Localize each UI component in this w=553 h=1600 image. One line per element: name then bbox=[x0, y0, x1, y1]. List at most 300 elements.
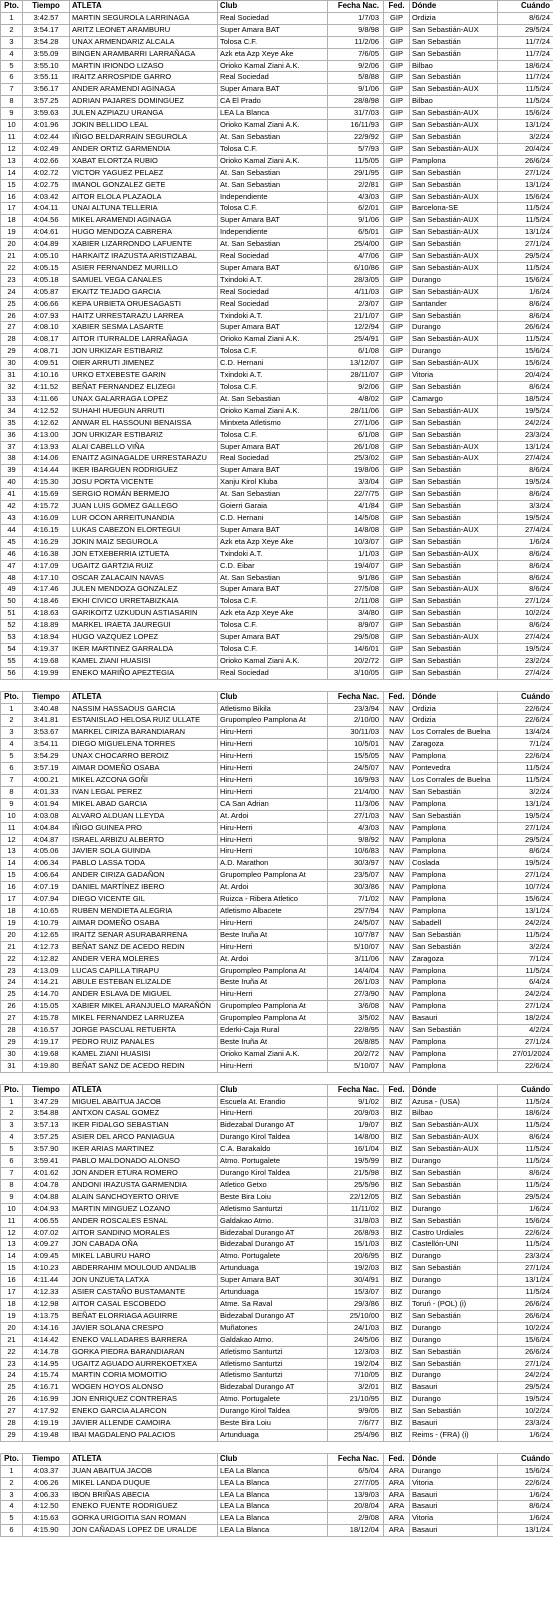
venue-cell: Pamplona bbox=[410, 905, 498, 917]
venue-cell: San Sebastián bbox=[410, 620, 498, 632]
birth-date-cell: 24/5/06 bbox=[328, 1334, 384, 1346]
table-row bbox=[1, 775, 553, 787]
club-cell: Hiru-Herri bbox=[218, 763, 328, 775]
table-row bbox=[1, 536, 553, 548]
time-cell: 4:07.93 bbox=[23, 310, 70, 322]
section-gap bbox=[0, 1073, 553, 1084]
date-cell: 10/7/24 bbox=[498, 882, 553, 894]
birth-date-cell: 20/8/04 bbox=[328, 1501, 384, 1513]
club-cell: Ruizca - Ribera Atletico bbox=[218, 894, 328, 906]
date-cell: 27/4/24 bbox=[498, 453, 553, 465]
position-cell: 36 bbox=[1, 429, 23, 441]
birth-date-cell: 11/5/05 bbox=[328, 155, 384, 167]
venue-cell: San Sebastián bbox=[410, 465, 498, 477]
venue-cell: Pamplona bbox=[410, 846, 498, 858]
time-cell: 4:07.19 bbox=[23, 882, 70, 894]
position-cell: 20 bbox=[1, 239, 23, 251]
time-cell: 3:42.57 bbox=[23, 12, 70, 24]
birth-date-cell: 29/1/95 bbox=[328, 167, 384, 179]
header-time: Tiempo bbox=[23, 1453, 70, 1465]
time-cell: 4:14.21 bbox=[23, 977, 70, 989]
club-cell: At. Ardoi bbox=[218, 953, 328, 965]
birth-date-cell: 4/3/03 bbox=[328, 822, 384, 834]
athlete-name-cell: JULEN AZPIAZU URANGA bbox=[70, 108, 218, 120]
table-row bbox=[1, 179, 553, 191]
athlete-name-cell: UGAITZ AGUADO AURREKOETXEA bbox=[70, 1358, 218, 1370]
club-cell: Real Sociedad bbox=[218, 298, 328, 310]
table-row bbox=[1, 382, 553, 394]
federation-cell: GIP bbox=[384, 179, 410, 191]
birth-date-cell: 22/7/75 bbox=[328, 489, 384, 501]
federation-cell: BIZ bbox=[384, 1168, 410, 1180]
table-row bbox=[1, 1215, 553, 1227]
date-cell: 22/6/24 bbox=[498, 751, 553, 763]
position-cell: 33 bbox=[1, 393, 23, 405]
federation-cell: GIP bbox=[384, 286, 410, 298]
venue-cell: Los Corrales de Buelna bbox=[410, 775, 498, 787]
federation-cell: NAV bbox=[384, 1001, 410, 1013]
date-cell: 11/5/24 bbox=[498, 262, 553, 274]
table-row bbox=[1, 727, 553, 739]
date-cell: 19/5/24 bbox=[498, 477, 553, 489]
position-cell: 9 bbox=[1, 798, 23, 810]
birth-date-cell: 9/8/98 bbox=[328, 24, 384, 36]
date-cell: 11/5/24 bbox=[498, 1239, 553, 1251]
club-cell: Super Amara BAT bbox=[218, 24, 328, 36]
table-row bbox=[1, 477, 553, 489]
position-cell: 7 bbox=[1, 775, 23, 787]
federation-cell: NAV bbox=[384, 953, 410, 965]
venue-cell: San Sebastián bbox=[410, 1346, 498, 1358]
club-cell: At. San Sebastian bbox=[218, 131, 328, 143]
position-cell: 11 bbox=[1, 131, 23, 143]
athlete-name-cell: AITOR ITURRALDE LARRAÑAGA bbox=[70, 334, 218, 346]
venue-cell: San Sebastián-AUX bbox=[410, 286, 498, 298]
federation-cell: GIP bbox=[384, 548, 410, 560]
date-cell: 19/5/24 bbox=[498, 1394, 553, 1406]
table-row bbox=[1, 1525, 553, 1537]
table-row bbox=[1, 608, 553, 620]
position-cell: 11 bbox=[1, 822, 23, 834]
venue-cell: San Sebastián-AUX bbox=[410, 405, 498, 417]
time-cell: 3:54.29 bbox=[23, 751, 70, 763]
federation-cell: BIZ bbox=[384, 1418, 410, 1430]
venue-cell: San Sebastián bbox=[410, 608, 498, 620]
position-cell: 30 bbox=[1, 1048, 23, 1060]
time-cell: 3:59.41 bbox=[23, 1156, 70, 1168]
venue-cell: San Sebastián-AUX bbox=[410, 108, 498, 120]
athlete-name-cell: ENEKO MARIÑO APEZTEGIA bbox=[70, 667, 218, 679]
venue-cell: Barcelona-SE bbox=[410, 203, 498, 215]
birth-date-cell: 11/3/06 bbox=[328, 798, 384, 810]
federation-cell: GIP bbox=[384, 417, 410, 429]
venue-cell: San Sebastián bbox=[410, 131, 498, 143]
time-cell: 3:59.63 bbox=[23, 108, 70, 120]
position-cell: 24 bbox=[1, 286, 23, 298]
athlete-name-cell: MIKEL LABURU HARO bbox=[70, 1251, 218, 1263]
birth-date-cell: 2/11/08 bbox=[328, 596, 384, 608]
federation-cell: GIP bbox=[384, 632, 410, 644]
table-row bbox=[1, 1036, 553, 1048]
position-cell: 28 bbox=[1, 1418, 23, 1430]
federation-cell: GIP bbox=[384, 667, 410, 679]
venue-cell: Basauri bbox=[410, 1418, 498, 1430]
club-cell: LEA La Blanca bbox=[218, 1489, 328, 1501]
date-cell: 8/6/24 bbox=[498, 382, 553, 394]
venue-cell: Bilbao bbox=[410, 1108, 498, 1120]
table-row bbox=[1, 929, 553, 941]
federation-cell: BIZ bbox=[384, 1251, 410, 1263]
birth-date-cell: 4/7/06 bbox=[328, 251, 384, 263]
athlete-name-cell: JON URKIZAR ESTIBARIZ bbox=[70, 346, 218, 358]
federation-cell: GIP bbox=[384, 251, 410, 263]
club-cell: Tolosa C.F. bbox=[218, 620, 328, 632]
table-row bbox=[1, 798, 553, 810]
time-cell: 4:15.30 bbox=[23, 477, 70, 489]
venue-cell: Basauri bbox=[410, 1013, 498, 1025]
date-cell: 26/6/24 bbox=[498, 322, 553, 334]
date-cell: 13/1/24 bbox=[498, 441, 553, 453]
time-cell: 4:04.11 bbox=[23, 203, 70, 215]
club-cell: Xanju Kirol Kluba bbox=[218, 477, 328, 489]
birth-date-cell: 13/9/03 bbox=[328, 1489, 384, 1501]
table-row bbox=[1, 632, 553, 644]
venue-cell: Ordizia bbox=[410, 12, 498, 24]
birth-date-cell: 24/5/07 bbox=[328, 763, 384, 775]
table-row bbox=[1, 1418, 553, 1430]
date-cell: 15/6/24 bbox=[498, 1465, 553, 1477]
table-row bbox=[1, 1513, 553, 1525]
position-cell: 2 bbox=[1, 24, 23, 36]
position-cell: 18 bbox=[1, 1298, 23, 1310]
birth-date-cell: 26/8/85 bbox=[328, 1036, 384, 1048]
athlete-name-cell: HAITZ URRESTARAZU LARREA bbox=[70, 310, 218, 322]
date-cell: 27/4/24 bbox=[498, 667, 553, 679]
club-cell: Orioko Kamal Ziani A.K. bbox=[218, 155, 328, 167]
birth-date-cell: 25/5/96 bbox=[328, 1179, 384, 1191]
date-cell: 26/6/24 bbox=[498, 1298, 553, 1310]
table-row bbox=[1, 203, 553, 215]
header-fed: Fed. bbox=[384, 691, 410, 703]
athlete-name-cell: MIGUEL ABAITUA JACOB bbox=[70, 1096, 218, 1108]
club-cell: Tolosa C.F. bbox=[218, 203, 328, 215]
federation-cell: NAV bbox=[384, 763, 410, 775]
athlete-name-cell: KAMEL ZIANI HUASISI bbox=[70, 655, 218, 667]
time-cell: 4:14.95 bbox=[23, 1358, 70, 1370]
birth-date-cell: 20/9/03 bbox=[328, 1108, 384, 1120]
federation-cell: NAV bbox=[384, 858, 410, 870]
athlete-name-cell: BEÑAT SANZ DE ACEDO REDIN bbox=[70, 941, 218, 953]
position-cell: 15 bbox=[1, 1263, 23, 1275]
club-cell: C.D. Eibar bbox=[218, 560, 328, 572]
birth-date-cell: 18/12/04 bbox=[328, 1525, 384, 1537]
federation-cell: GIP bbox=[384, 465, 410, 477]
header-fed: Fed. bbox=[384, 1453, 410, 1465]
position-cell: 2 bbox=[1, 1108, 23, 1120]
venue-cell: Vitoria bbox=[410, 1477, 498, 1489]
athlete-name-cell: JOSU PORTA VICENTE bbox=[70, 477, 218, 489]
time-cell: 4:14.06 bbox=[23, 453, 70, 465]
position-cell: 11 bbox=[1, 1215, 23, 1227]
athlete-name-cell: JON CABADA OÑA bbox=[70, 1239, 218, 1251]
time-cell: 4:08.10 bbox=[23, 322, 70, 334]
federation-cell: BIZ bbox=[384, 1144, 410, 1156]
table-row bbox=[1, 1346, 553, 1358]
venue-cell: San Sebastián bbox=[410, 382, 498, 394]
table-row bbox=[1, 1156, 553, 1168]
athlete-name-cell: IKER IBARGUEN RODRIGUEZ bbox=[70, 465, 218, 477]
table-header-row bbox=[1, 1, 553, 13]
time-cell: 4:02.66 bbox=[23, 155, 70, 167]
table-row bbox=[1, 786, 553, 798]
table-row bbox=[1, 465, 553, 477]
birth-date-cell: 4/1/84 bbox=[328, 501, 384, 513]
federation-cell: NAV bbox=[384, 1060, 410, 1072]
venue-cell: Pamplona bbox=[410, 155, 498, 167]
date-cell: 27/4/24 bbox=[498, 632, 553, 644]
birth-date-cell: 10/3/07 bbox=[328, 536, 384, 548]
athlete-name-cell: ANDER ESLAVA DE MIGUEL bbox=[70, 989, 218, 1001]
athlete-name-cell: PABLO LASSA TODA bbox=[70, 858, 218, 870]
birth-date-cell: 3/5/02 bbox=[328, 1013, 384, 1025]
date-cell: 27/1/24 bbox=[498, 239, 553, 251]
birth-date-cell: 19/4/07 bbox=[328, 560, 384, 572]
athlete-name-cell: AIMAR DOMEÑO OSABA bbox=[70, 763, 218, 775]
club-cell: Azk eta Azp Xeye Ake bbox=[218, 48, 328, 60]
federation-cell: GIP bbox=[384, 524, 410, 536]
venue-cell: Pamplona bbox=[410, 977, 498, 989]
date-cell: 26/6/24 bbox=[498, 1346, 553, 1358]
date-cell: 11/5/24 bbox=[498, 1156, 553, 1168]
federation-cell: NAV bbox=[384, 1025, 410, 1037]
date-cell: 11/5/24 bbox=[498, 215, 553, 227]
athlete-name-cell: OSCAR ZALACAIN NAVAS bbox=[70, 572, 218, 584]
date-cell: 18/6/24 bbox=[498, 60, 553, 72]
time-cell: 4:14.70 bbox=[23, 989, 70, 1001]
club-cell: At. Ardoi bbox=[218, 810, 328, 822]
header-athlete: ATLETA bbox=[70, 1453, 218, 1465]
table-row bbox=[1, 393, 553, 405]
header-where: Dónde bbox=[410, 1453, 498, 1465]
club-cell: Hiru-Herri bbox=[218, 1108, 328, 1120]
federation-cell: NAV bbox=[384, 905, 410, 917]
table-row bbox=[1, 512, 553, 524]
position-cell: 21 bbox=[1, 941, 23, 953]
time-cell: 4:05.18 bbox=[23, 274, 70, 286]
athlete-name-cell: JULEN MENDOZA GONZALEZ bbox=[70, 584, 218, 596]
federation-cell: GIP bbox=[384, 536, 410, 548]
table-row bbox=[1, 322, 553, 334]
position-cell: 31 bbox=[1, 370, 23, 382]
athlete-name-cell: AITOR ELOLA PLAZAOLA bbox=[70, 191, 218, 203]
birth-date-cell: 23/5/07 bbox=[328, 870, 384, 882]
venue-cell: Durango bbox=[410, 1251, 498, 1263]
federation-cell: GIP bbox=[384, 120, 410, 132]
time-cell: 3:55.10 bbox=[23, 60, 70, 72]
position-cell: 23 bbox=[1, 1358, 23, 1370]
club-cell: Orioko Kamal Ziani A.K. bbox=[218, 60, 328, 72]
federation-cell: NAV bbox=[384, 703, 410, 715]
table-row bbox=[1, 560, 553, 572]
date-cell: 19/5/24 bbox=[498, 643, 553, 655]
date-cell: 15/6/24 bbox=[498, 358, 553, 370]
position-cell: 35 bbox=[1, 417, 23, 429]
club-cell: Artunduaga bbox=[218, 1287, 328, 1299]
position-cell: 20 bbox=[1, 929, 23, 941]
position-cell: 38 bbox=[1, 453, 23, 465]
time-cell: 4:19.68 bbox=[23, 1048, 70, 1060]
club-cell: Super Amara BAT bbox=[218, 632, 328, 644]
position-cell: 14 bbox=[1, 858, 23, 870]
club-cell: Tolosa C.F. bbox=[218, 429, 328, 441]
federation-cell: BIZ bbox=[384, 1096, 410, 1108]
table-row bbox=[1, 274, 553, 286]
table-row bbox=[1, 286, 553, 298]
federation-cell: ARA bbox=[384, 1513, 410, 1525]
table-row bbox=[1, 120, 553, 132]
position-cell: 4 bbox=[1, 48, 23, 60]
athlete-name-cell: IKER FIDALGO SEBASTIAN bbox=[70, 1120, 218, 1132]
date-cell: 22/6/24 bbox=[498, 715, 553, 727]
birth-date-cell: 21/5/98 bbox=[328, 1168, 384, 1180]
venue-cell: Durango bbox=[410, 274, 498, 286]
club-cell: Durango Kirol Taldea bbox=[218, 1168, 328, 1180]
club-cell: Super Amara BAT bbox=[218, 262, 328, 274]
birth-date-cell: 19/2/04 bbox=[328, 1358, 384, 1370]
date-cell: 8/6/24 bbox=[498, 584, 553, 596]
date-cell: 13/1/24 bbox=[498, 1525, 553, 1537]
time-cell: 4:19.99 bbox=[23, 667, 70, 679]
federation-cell: GIP bbox=[384, 620, 410, 632]
club-cell: Super Amara BAT bbox=[218, 215, 328, 227]
position-cell: 23 bbox=[1, 274, 23, 286]
time-cell: 4:17.46 bbox=[23, 584, 70, 596]
date-cell: 8/6/24 bbox=[498, 1132, 553, 1144]
table-row bbox=[1, 917, 553, 929]
venue-cell: Zaragoza bbox=[410, 953, 498, 965]
venue-cell: San Sebastián bbox=[410, 1168, 498, 1180]
table-row bbox=[1, 1334, 553, 1346]
time-cell: 4:12.62 bbox=[23, 417, 70, 429]
date-cell: 13/1/24 bbox=[498, 798, 553, 810]
athlete-name-cell: MIKEL AZCONA GOÑI bbox=[70, 775, 218, 787]
club-cell: Tolosa C.F. bbox=[218, 596, 328, 608]
position-cell: 23 bbox=[1, 965, 23, 977]
athlete-name-cell: ALAI CABELLO VIÑA bbox=[70, 441, 218, 453]
venue-cell: San Sebastián-AUX bbox=[410, 143, 498, 155]
club-cell: LEA La Blanca bbox=[218, 1465, 328, 1477]
birth-date-cell: 20/6/95 bbox=[328, 1251, 384, 1263]
date-cell: 15/6/24 bbox=[498, 1215, 553, 1227]
club-cell: Beste Bira Loiu bbox=[218, 1191, 328, 1203]
federation-cell: GIP bbox=[384, 489, 410, 501]
date-cell: 10/2/24 bbox=[498, 1406, 553, 1418]
date-cell: 22/6/24 bbox=[498, 1060, 553, 1072]
birth-date-cell: 3/6/08 bbox=[328, 1001, 384, 1013]
birth-date-cell: 13/12/07 bbox=[328, 358, 384, 370]
position-cell: 1 bbox=[1, 1465, 23, 1477]
time-cell: 4:15.69 bbox=[23, 489, 70, 501]
venue-cell: Ordizia bbox=[410, 715, 498, 727]
position-cell: 29 bbox=[1, 1429, 23, 1441]
athlete-name-cell: JAVIER ALLENDE CAMOIRA bbox=[70, 1418, 218, 1430]
birth-date-cell: 22/9/92 bbox=[328, 131, 384, 143]
header-club: Club bbox=[218, 1, 328, 13]
venue-cell: Bilbao bbox=[410, 96, 498, 108]
venue-cell: Pamplona bbox=[410, 1001, 498, 1013]
athlete-name-cell: KAMEL ZIANI HUASISI bbox=[70, 1048, 218, 1060]
table-row bbox=[1, 1096, 553, 1108]
position-cell: 2 bbox=[1, 1477, 23, 1489]
time-cell: 4:06.55 bbox=[23, 1215, 70, 1227]
position-cell: 45 bbox=[1, 536, 23, 548]
club-cell: CA El Prado bbox=[218, 96, 328, 108]
federation-cell: NAV bbox=[384, 739, 410, 751]
venue-cell: San Sebastián-AUX bbox=[410, 215, 498, 227]
federation-cell: GIP bbox=[384, 512, 410, 524]
position-cell: 10 bbox=[1, 810, 23, 822]
table-row bbox=[1, 953, 553, 965]
birth-date-cell: 22/12/05 bbox=[328, 1191, 384, 1203]
table-row bbox=[1, 989, 553, 1001]
position-cell: 10 bbox=[1, 1203, 23, 1215]
header-time: Tiempo bbox=[23, 691, 70, 703]
table-row bbox=[1, 1239, 553, 1251]
position-cell: 22 bbox=[1, 262, 23, 274]
table-row bbox=[1, 108, 553, 120]
table-row bbox=[1, 167, 553, 179]
date-cell: 1/6/24 bbox=[498, 536, 553, 548]
birth-date-cell: 5/7/93 bbox=[328, 143, 384, 155]
time-cell: 4:02.75 bbox=[23, 179, 70, 191]
federation-cell: BIZ bbox=[384, 1310, 410, 1322]
club-cell: Beste Bira Loiu bbox=[218, 1418, 328, 1430]
time-cell: 4:19.68 bbox=[23, 655, 70, 667]
birth-date-cell: 31/7/03 bbox=[328, 108, 384, 120]
time-cell: 4:12.52 bbox=[23, 405, 70, 417]
time-cell: 4:04.84 bbox=[23, 822, 70, 834]
federation-cell: NAV bbox=[384, 727, 410, 739]
table-row bbox=[1, 155, 553, 167]
table-row bbox=[1, 1382, 553, 1394]
position-cell: 6 bbox=[1, 763, 23, 775]
date-cell: 29/5/24 bbox=[498, 1382, 553, 1394]
time-cell: 4:13.93 bbox=[23, 441, 70, 453]
position-cell: 8 bbox=[1, 1179, 23, 1191]
club-cell: Real Sociedad bbox=[218, 453, 328, 465]
birth-date-cell: 19/8/06 bbox=[328, 465, 384, 477]
time-cell: 4:17.92 bbox=[23, 1406, 70, 1418]
date-cell: 3/2/24 bbox=[498, 131, 553, 143]
date-cell: 22/6/24 bbox=[498, 1227, 553, 1239]
date-cell: 20/4/24 bbox=[498, 143, 553, 155]
date-cell: 10/2/24 bbox=[498, 1322, 553, 1334]
athlete-name-cell: UNAX CHOCARRO BEROIZ bbox=[70, 751, 218, 763]
venue-cell: San Sebastián bbox=[410, 477, 498, 489]
birth-date-cell: 2/2/81 bbox=[328, 179, 384, 191]
venue-cell: San Sebastián-AUX bbox=[410, 548, 498, 560]
time-cell: 4:11.52 bbox=[23, 382, 70, 394]
position-cell: 48 bbox=[1, 572, 23, 584]
venue-cell: San Sebastián-AUX bbox=[410, 334, 498, 346]
birth-date-cell: 4/11/03 bbox=[328, 286, 384, 298]
club-cell: Bidezabal Durango AT bbox=[218, 1382, 328, 1394]
birth-date-cell: 24/5/07 bbox=[328, 917, 384, 929]
birth-date-cell: 4/8/02 bbox=[328, 393, 384, 405]
athlete-name-cell: JAVIER SOLANA CRESPO bbox=[70, 1322, 218, 1334]
date-cell: 1/6/24 bbox=[498, 286, 553, 298]
header-where: Dónde bbox=[410, 1, 498, 13]
